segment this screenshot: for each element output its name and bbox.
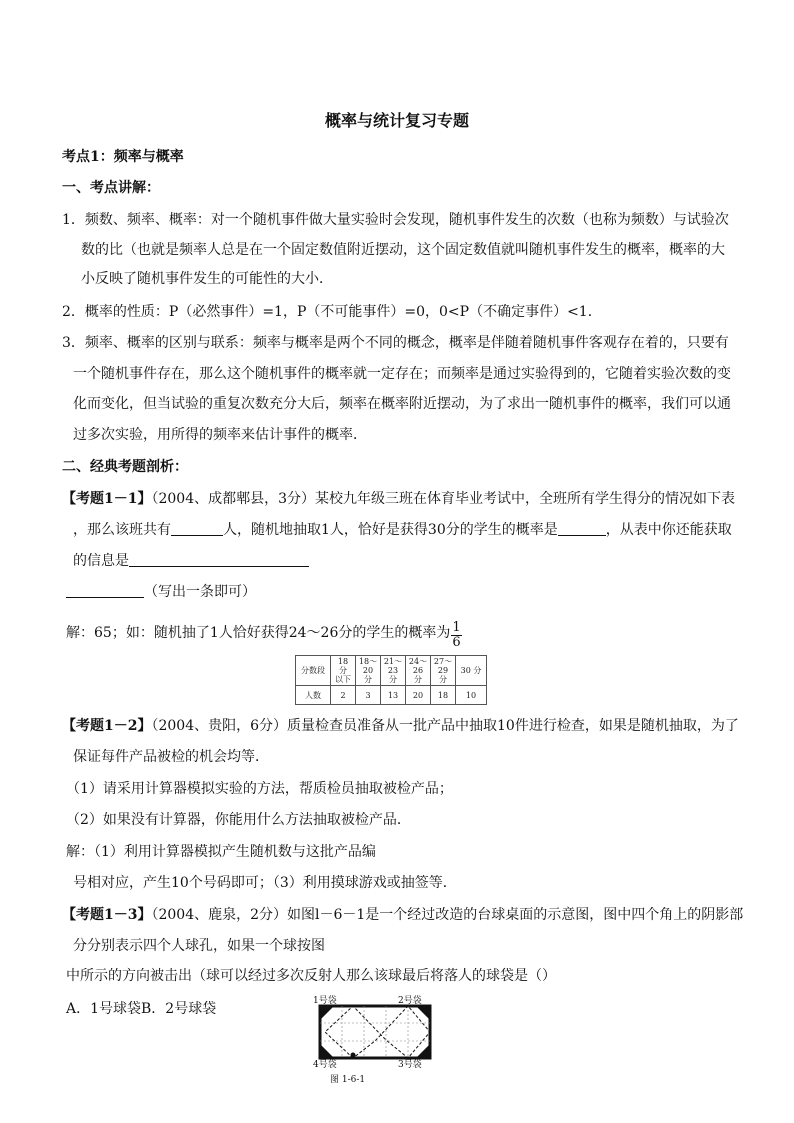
q1-line-1 [62,490,735,508]
table-row [296,686,487,705]
q1-answer-text: 解：65；如：随机抽了1人恰好获得24～26分的学生的概率为 [66,625,451,641]
page-title: 概率与统计复习专题 [324,111,469,130]
q1-text-2b: 人，随机地抽取1人，恰好是获得30分的学生的概率是 [223,522,558,538]
q3-line-3: 中所示的方向被击出（球可以经过多次反射人那么该球最后将落人的球袋是（） [66,968,556,984]
pocket-label-4: 4号袋 [313,1060,337,1070]
para-1-line-1: 1．频数、频率、概率：对一个随机事件做大量实验时会发现，随机事件发生的次数（也称为频数）与试验次 [62,212,729,228]
q2-tag: 【考题1－2】 [62,718,152,734]
table-header-row [296,656,487,686]
q2-sub-2: （2）如果没有计算器，你能用什么方法抽取被检产品． [66,812,411,828]
table-cell: 21～ 23 分 [381,656,406,686]
table-cell: 27～ 29 分 [431,656,456,686]
answer-blank [66,583,144,598]
answer-blank [171,521,223,536]
q1-text-2c: ，从表中你还能获取 [605,522,732,538]
q3-line-1 [62,906,743,924]
q3-options: A．1号球袋B．2号球袋 [66,1001,217,1017]
q2-line-1 [62,717,739,735]
table-cell: 10 [456,686,487,705]
table-cell: 20 [406,686,431,705]
score-table [295,655,487,705]
table-cell: 24～ 26 分 [406,656,431,686]
q1-text-4: （写出一条即可） [144,584,256,600]
q2-sub-1: （1）请采用计算器模拟实验的方法，帮质检员抽取被检产品； [66,781,453,797]
q1-line-2 [73,521,732,539]
q1-text-2a: ，那么该班共有 [73,522,171,538]
q2-answer-2: 号相对应，产生10个号码即可；（3）利用摸球游戏或抽签等． [73,875,457,891]
q2-text-1: （2004、贵阳，6分）质量检查员准备从一批产品中抽取10件进行检查，如果是随机抽取，为了 [151,718,739,734]
q3-text-1: （2004、鹿泉，2分）如图l－6－1是一个经过改造的台球桌面的示意图，图中四个角上的阴影部 [151,907,744,923]
q1-answer [66,621,462,650]
para-2: 2．概率的性质：P（必然事件）=1，P（不可能事件）=0，0<P（不确定事件）<1． [62,304,602,320]
fraction-denominator: 6 [452,635,461,650]
para-3-line-2: 一个随机事件存在，那么这个随机事件的概率就一定存在；而频率是通过实验得到的，它随着实验次数的变 [73,366,731,382]
table-cell: 分数段 [296,656,331,686]
fraction [451,621,461,650]
table-border [320,1006,430,1058]
q3-tag: 【考题1－3】 [62,907,152,923]
q1-line-4 [66,583,256,601]
answer-blank [558,521,606,536]
pocket-label-2: 2号袋 [398,996,422,1006]
q2-line-2: 保证每件产品被检的机会均等． [73,749,269,765]
q3-line-2: 分分别表示四个人球孔，如果一个球按图 [73,938,325,954]
ball [351,1053,356,1058]
section-2-heading: 二、经典考题剖析： [62,459,188,475]
answer-blank [129,552,309,567]
figure-caption: 图 1-6-1 [330,1075,366,1085]
billiard-table-figure [305,1003,440,1088]
table-cell: 18 [431,686,456,705]
table-cell: 2 [331,686,356,705]
para-1-line-3: 小反映了随机事件发生的可能性的大小． [81,271,333,287]
para-3-line-3: 化而变化，但当试验的重复次数充分大后，频率在概率附近摆动，为了求出一随机事件的概率，我们可以通 [73,396,731,412]
pocket-label-3: 3号袋 [398,1060,422,1070]
q1-tag: 【考题1－1】 [62,491,152,507]
table-cell: 18 分 以下 [331,656,356,686]
kaodian-heading: 考点1：频率与概率 [62,149,184,165]
q1-line-3 [73,552,309,570]
table-cell: 3 [356,686,381,705]
para-1-line-2: 数的比（也就是频率人总是在一个固定数值附近摆动，这个固定数值就叫随机事件发生的概率，概率的大 [81,242,725,258]
table-cell: 30 分 [456,656,487,686]
section-1-heading: 一、考点讲解： [62,180,160,196]
para-3-line-4: 过多次实验，用所得的频率来估计事件的概率． [73,427,367,443]
q1-text-3: 的信息是 [73,553,129,569]
table-cell: 13 [381,686,406,705]
table-cell: 18～ 20 分 [356,656,381,686]
table-cell: 人数 [296,686,331,705]
para-3-line-1: 3．频率、概率的区别与联系：频率与概率是两个不同的概念，概率是伴随着随机事件客观存在着的，只要有 [62,335,729,351]
q1-text-1: （2004、成都郫县，3分）某校九年级三班在体育毕业考试中，全班所有学生得分的情况如下表 [151,491,736,507]
q2-answer-1: 解：（1）利用计算器模拟产生随机数与这批产品编 [66,844,376,860]
pocket-label-1: 1号袋 [313,996,337,1006]
fraction-numerator: 1 [452,620,461,635]
